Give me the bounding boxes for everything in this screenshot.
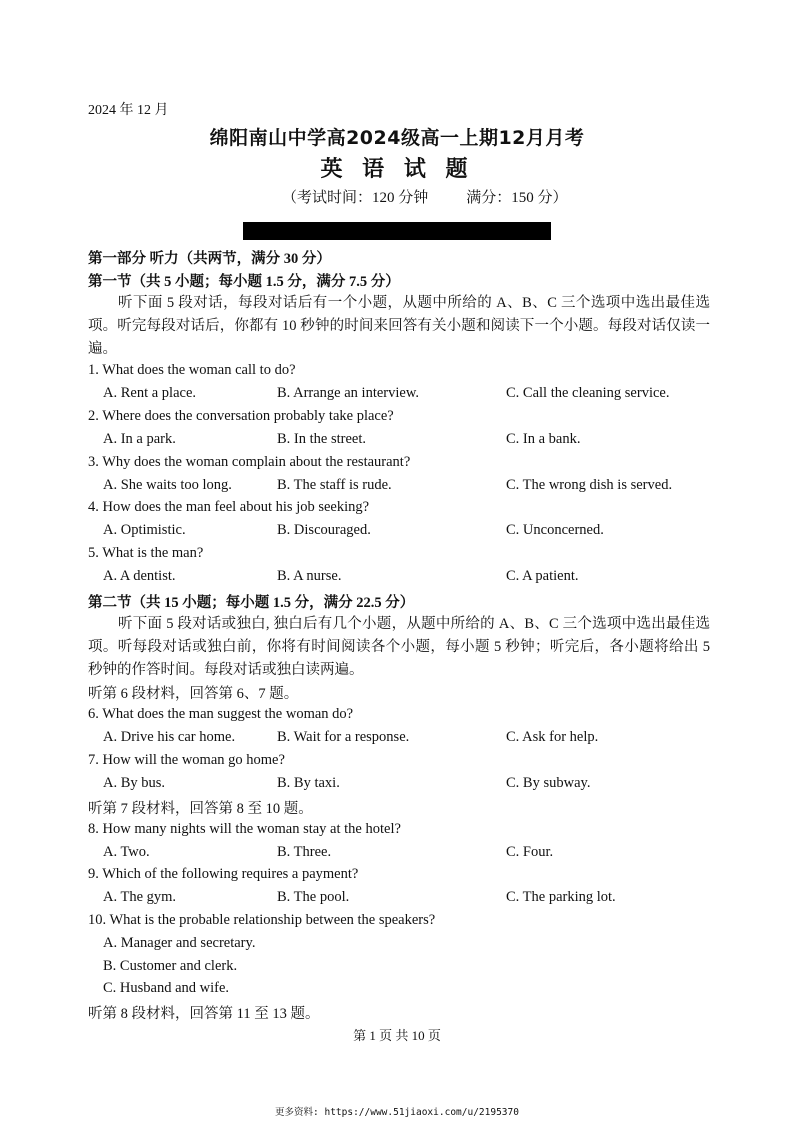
option-c: C. In a bank.: [506, 431, 581, 447]
option-b: B. Customer and clerk.: [103, 958, 238, 974]
option-c: C. Call the cleaning service.: [506, 385, 670, 401]
question-stem: 6. What does the man suggest the woman do?: [88, 706, 354, 722]
material-6-note: 听第 6 段材料，回答第 6、7 题。: [88, 686, 299, 702]
option-b: B. Wait for a response.: [277, 729, 410, 745]
option-a: A. Optimistic.: [103, 522, 186, 538]
question-stem: 5. What is the man?: [88, 545, 204, 561]
option-a: A. She waits too long.: [103, 477, 232, 493]
question-stem: 2. Where does the conversation probably take place?: [88, 408, 394, 424]
question-stem: 10. What is the probable relationship between the speakers?: [88, 912, 436, 928]
exam-time: （考试时间：120 分钟: [282, 190, 429, 206]
option-b: B. The staff is rude.: [277, 477, 392, 493]
option-a: A. Two.: [103, 844, 150, 860]
option-c: C. By subway.: [506, 775, 591, 791]
option-b: B. A nurse.: [277, 568, 342, 584]
section1-title: 第一节（共 5 小题；每小题 1.5 分，满分 7.5 分）: [88, 274, 400, 290]
page-number: 第 1 页 共 10 页: [353, 1028, 441, 1043]
option-a: A. The gym.: [103, 889, 177, 905]
option-c: C. Four.: [506, 844, 554, 860]
part1-title: 第一部分 听力（共两节，满分 30 分）: [88, 251, 331, 267]
subject-title: 英 语 试 题: [320, 157, 474, 182]
option-b: B. Arrange an interview.: [277, 385, 419, 401]
option-b: B. Three.: [277, 844, 332, 860]
full-score: 满分：150 分）: [466, 190, 568, 206]
question-stem: 7. How will the woman go home?: [88, 752, 285, 768]
option-a: A. By bus.: [103, 775, 166, 791]
option-a: A. In a park.: [103, 431, 176, 447]
option-a: A. A dentist.: [103, 568, 176, 584]
material-7-note: 听第 7 段材料，回答第 8 至 10 题。: [88, 801, 313, 817]
option-b: B. By taxi.: [277, 775, 340, 791]
option-b: B. Discouraged.: [277, 522, 371, 538]
option-c: C. A patient.: [506, 568, 579, 584]
section1-instruction: 听下面 5 段对话，每段对话后有一个小题，从题中所给的 A、B、C 三个选项中选出最佳选项。听完每段对话后，你都有 10 秒钟的时间来回答有关小题和阅读下一个小题。每段对话仅读一遍。: [88, 295, 710, 357]
exam-date: 2024 年 12 月: [88, 103, 169, 118]
exam-meta: [282, 186, 568, 207]
option-a: A. Manager and secretary.: [103, 935, 256, 951]
question-stem: 8. How many nights will the woman stay at the hotel?: [88, 821, 401, 837]
option-c: C. Unconcerned.: [506, 522, 604, 538]
more-resources-link[interactable]: 更多资料: https://www.51jiaoxi.com/u/2195370: [275, 1107, 519, 1118]
question-stem: 9. Which of the following requires a payment?: [88, 866, 359, 882]
option-a: A. Drive his car home.: [103, 729, 236, 745]
section2-title: 第二节（共 15 小题；每小题 1.5 分，满分 22.5 分）: [88, 595, 415, 611]
question-stem: 1. What does the woman call to do?: [88, 362, 296, 378]
option-c: C. The parking lot.: [506, 889, 616, 905]
option-c: C. Husband and wife.: [103, 980, 230, 996]
section2-instruction: 听下面 5 段对话或独白, 独白后有几个小题，从题中所给的 A、B、C 三个选项中选出最佳选项。听每段对话或独白前，你将有时间阅读各个小题，每小题 5 秒钟；听完后，各小题将给出 5 秒钟的作答时间。每段对话或独白读两遍。: [88, 616, 710, 678]
question-stem: 4. How does the man feel about his job seeking?: [88, 499, 370, 515]
option-a: A. Rent a place.: [103, 385, 197, 401]
school-exam-title: 绵阳南山中学高2024级高一上期12月月考: [209, 127, 585, 149]
material-8-note: 听第 8 段材料，回答第 11 至 13 题。: [88, 1006, 320, 1022]
option-c: C. Ask for help.: [506, 729, 599, 745]
option-c: C. The wrong dish is served.: [506, 477, 673, 493]
redaction-bar: [243, 222, 551, 240]
option-b: B. The pool.: [277, 889, 350, 905]
question-stem: 3. Why does the woman complain about the restaurant?: [88, 454, 411, 470]
option-b: B. In the street.: [277, 431, 366, 447]
